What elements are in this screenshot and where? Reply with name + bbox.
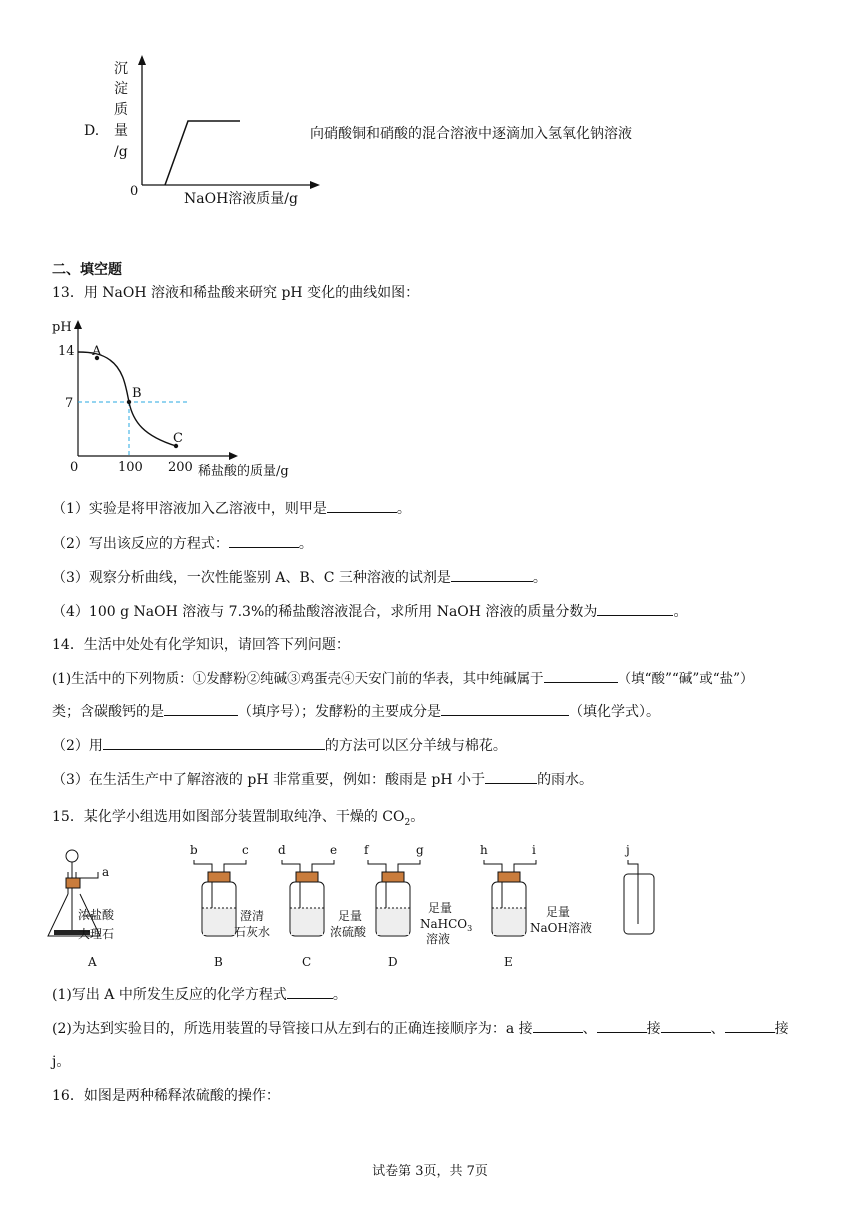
apparatus-diagram — [40, 842, 680, 972]
x-tick-100: 100 — [118, 460, 143, 475]
svg-text:d: d — [278, 843, 286, 857]
q13-part1: （1）实验是将甲溶液加入乙溶液中，则甲是 。 — [52, 497, 411, 519]
answer-blank[interactable] — [533, 1017, 583, 1033]
q14-part1-line2: 类；含碳酸钙的是 （填序号）；发酵粉的主要成分是 （填化学式）。 — [52, 700, 660, 722]
svg-text:b: b — [190, 843, 198, 857]
svg-text:NaOH溶液: NaOH溶液 — [530, 921, 592, 935]
svg-text:c: c — [242, 843, 249, 857]
answer-blank[interactable] — [661, 1017, 711, 1033]
q13-part4: （4）100 g NaOH 溶液与 7.3%的稀盐酸溶液混合，求所用 NaOH 溶液的质量分数为 。 — [52, 600, 687, 622]
apparatus-a — [48, 850, 115, 969]
svg-text:NaHCO3: NaHCO$_3$ — [420, 917, 473, 933]
svg-text:C: C — [302, 955, 312, 969]
answer-blank[interactable] — [229, 532, 299, 548]
svg-text:A: A — [88, 955, 97, 969]
apparatus-e — [480, 843, 592, 969]
svg-text:沉: 沉 — [114, 61, 128, 77]
option-label: D. — [84, 123, 100, 139]
svg-text:足量: 足量 — [428, 901, 453, 915]
answer-blank[interactable] — [597, 600, 673, 616]
q14-part1-line1: (1)生活中的下列物质：①发酵粉②纯碱③鸡蛋壳④天安门前的华表，其中纯碱属于 （填“酸”“碱”或“盐”） — [52, 667, 754, 689]
answer-blank[interactable] — [164, 700, 238, 716]
ph-curve — [78, 352, 176, 446]
q14-part3: （3）在生活生产中了解溶液的 pH 非常重要，例如：酸雨是 pH 小于 的雨水。 — [52, 768, 593, 790]
svg-text:j: j — [626, 843, 630, 857]
ph-axis-label: pH — [52, 320, 72, 335]
svg-text:g: g — [416, 843, 424, 857]
q15-part1: (1)写出 A 中所发生反应的化学方程式 。 — [52, 983, 347, 1005]
svg-text:i: i — [532, 843, 536, 857]
svg-text:E: E — [504, 955, 513, 969]
answer-blank[interactable] — [725, 1017, 775, 1033]
answer-blank[interactable] — [327, 497, 397, 513]
point-a-label: A — [92, 344, 102, 359]
point-b-label: B — [132, 386, 142, 401]
svg-text:a: a — [102, 865, 110, 879]
svg-text:量: 量 — [114, 123, 128, 139]
svg-text:D: D — [388, 955, 398, 969]
y-tick-14: 14 — [58, 344, 75, 359]
ph-curve-chart — [48, 318, 318, 478]
svg-text:石灰水: 石灰水 — [234, 925, 271, 939]
x-tick-0: 0 — [70, 460, 79, 475]
svg-text:B: B — [214, 955, 223, 969]
collection-bottle — [624, 843, 654, 934]
page-footer: 试卷第 3页，共 7页 — [372, 1164, 488, 1179]
q15-part2-line2: j。 — [52, 1054, 71, 1070]
svg-text:质: 质 — [114, 102, 128, 118]
svg-text:/g: /g — [114, 144, 128, 160]
answer-blank[interactable] — [544, 667, 618, 683]
section-title: 二、填空题 — [52, 262, 122, 278]
q15-stem: 15．某化学小组选用如图部分装置制取纯净、干燥的 $CO_2$。 — [52, 809, 425, 828]
answer-blank[interactable] — [451, 566, 533, 582]
q16-stem: 16．如图是两种稀释浓硫酸的操作： — [52, 1088, 280, 1104]
svg-text:浓硫酸: 浓硫酸 — [330, 925, 367, 939]
svg-text:e: e — [330, 843, 338, 857]
svg-text:澄清: 澄清 — [240, 909, 265, 923]
origin-label: 0 — [130, 184, 139, 199]
q13-part2: （2）写出该反应的方程式： 。 — [52, 532, 313, 554]
answer-blank[interactable] — [441, 700, 569, 716]
q13-stem: 13．用 NaOH 溶液和稀盐酸来研究 pH 变化的曲线如图： — [52, 285, 420, 301]
x-axis-label: 稀盐酸的质量/g — [198, 464, 289, 479]
q13-part3: （3）观察分析曲线，一次性能鉴别 A、B、C 三种溶液的试剂是 。 — [52, 566, 547, 588]
x-axis-label: NaOH溶液质量/g — [184, 191, 298, 207]
q14-part2: （2）用 的方法可以区分羊绒与棉花。 — [52, 734, 507, 756]
precipitate-graph — [100, 55, 320, 215]
apparatus-d — [364, 843, 472, 969]
svg-text:浓盐酸: 浓盐酸 — [78, 908, 115, 922]
svg-text:h: h — [480, 843, 488, 857]
svg-text:溶液: 溶液 — [426, 932, 451, 946]
svg-text:大理石: 大理石 — [78, 927, 115, 941]
answer-blank[interactable] — [597, 1017, 647, 1033]
y-axis-label — [114, 61, 128, 160]
svg-text:f: f — [364, 843, 369, 857]
apparatus-b — [190, 843, 270, 969]
x-tick-200: 200 — [168, 460, 193, 475]
svg-text:淀: 淀 — [114, 81, 128, 97]
answer-blank[interactable] — [485, 768, 537, 784]
q15-part2-line1: (2)为达到实验目的，所选用装置的导管接口从左到右的正确连接顺序为：a 接 、 接 、 接 — [52, 1017, 789, 1039]
q14-stem: 14．生活中处处有化学知识，请回答下列问题： — [52, 637, 350, 653]
answer-blank[interactable] — [287, 983, 333, 999]
apparatus-c — [278, 843, 367, 969]
precipitate-line — [165, 121, 240, 185]
y-tick-7: 7 — [65, 396, 74, 411]
answer-blank[interactable] — [103, 734, 325, 750]
option-description: 向硝酸铜和硝酸的混合溶液中逐滴加入氢氧化钠溶液 — [310, 126, 632, 142]
svg-text:足量: 足量 — [546, 905, 571, 919]
svg-text:足量: 足量 — [338, 909, 363, 923]
point-c-label: C — [173, 431, 183, 446]
